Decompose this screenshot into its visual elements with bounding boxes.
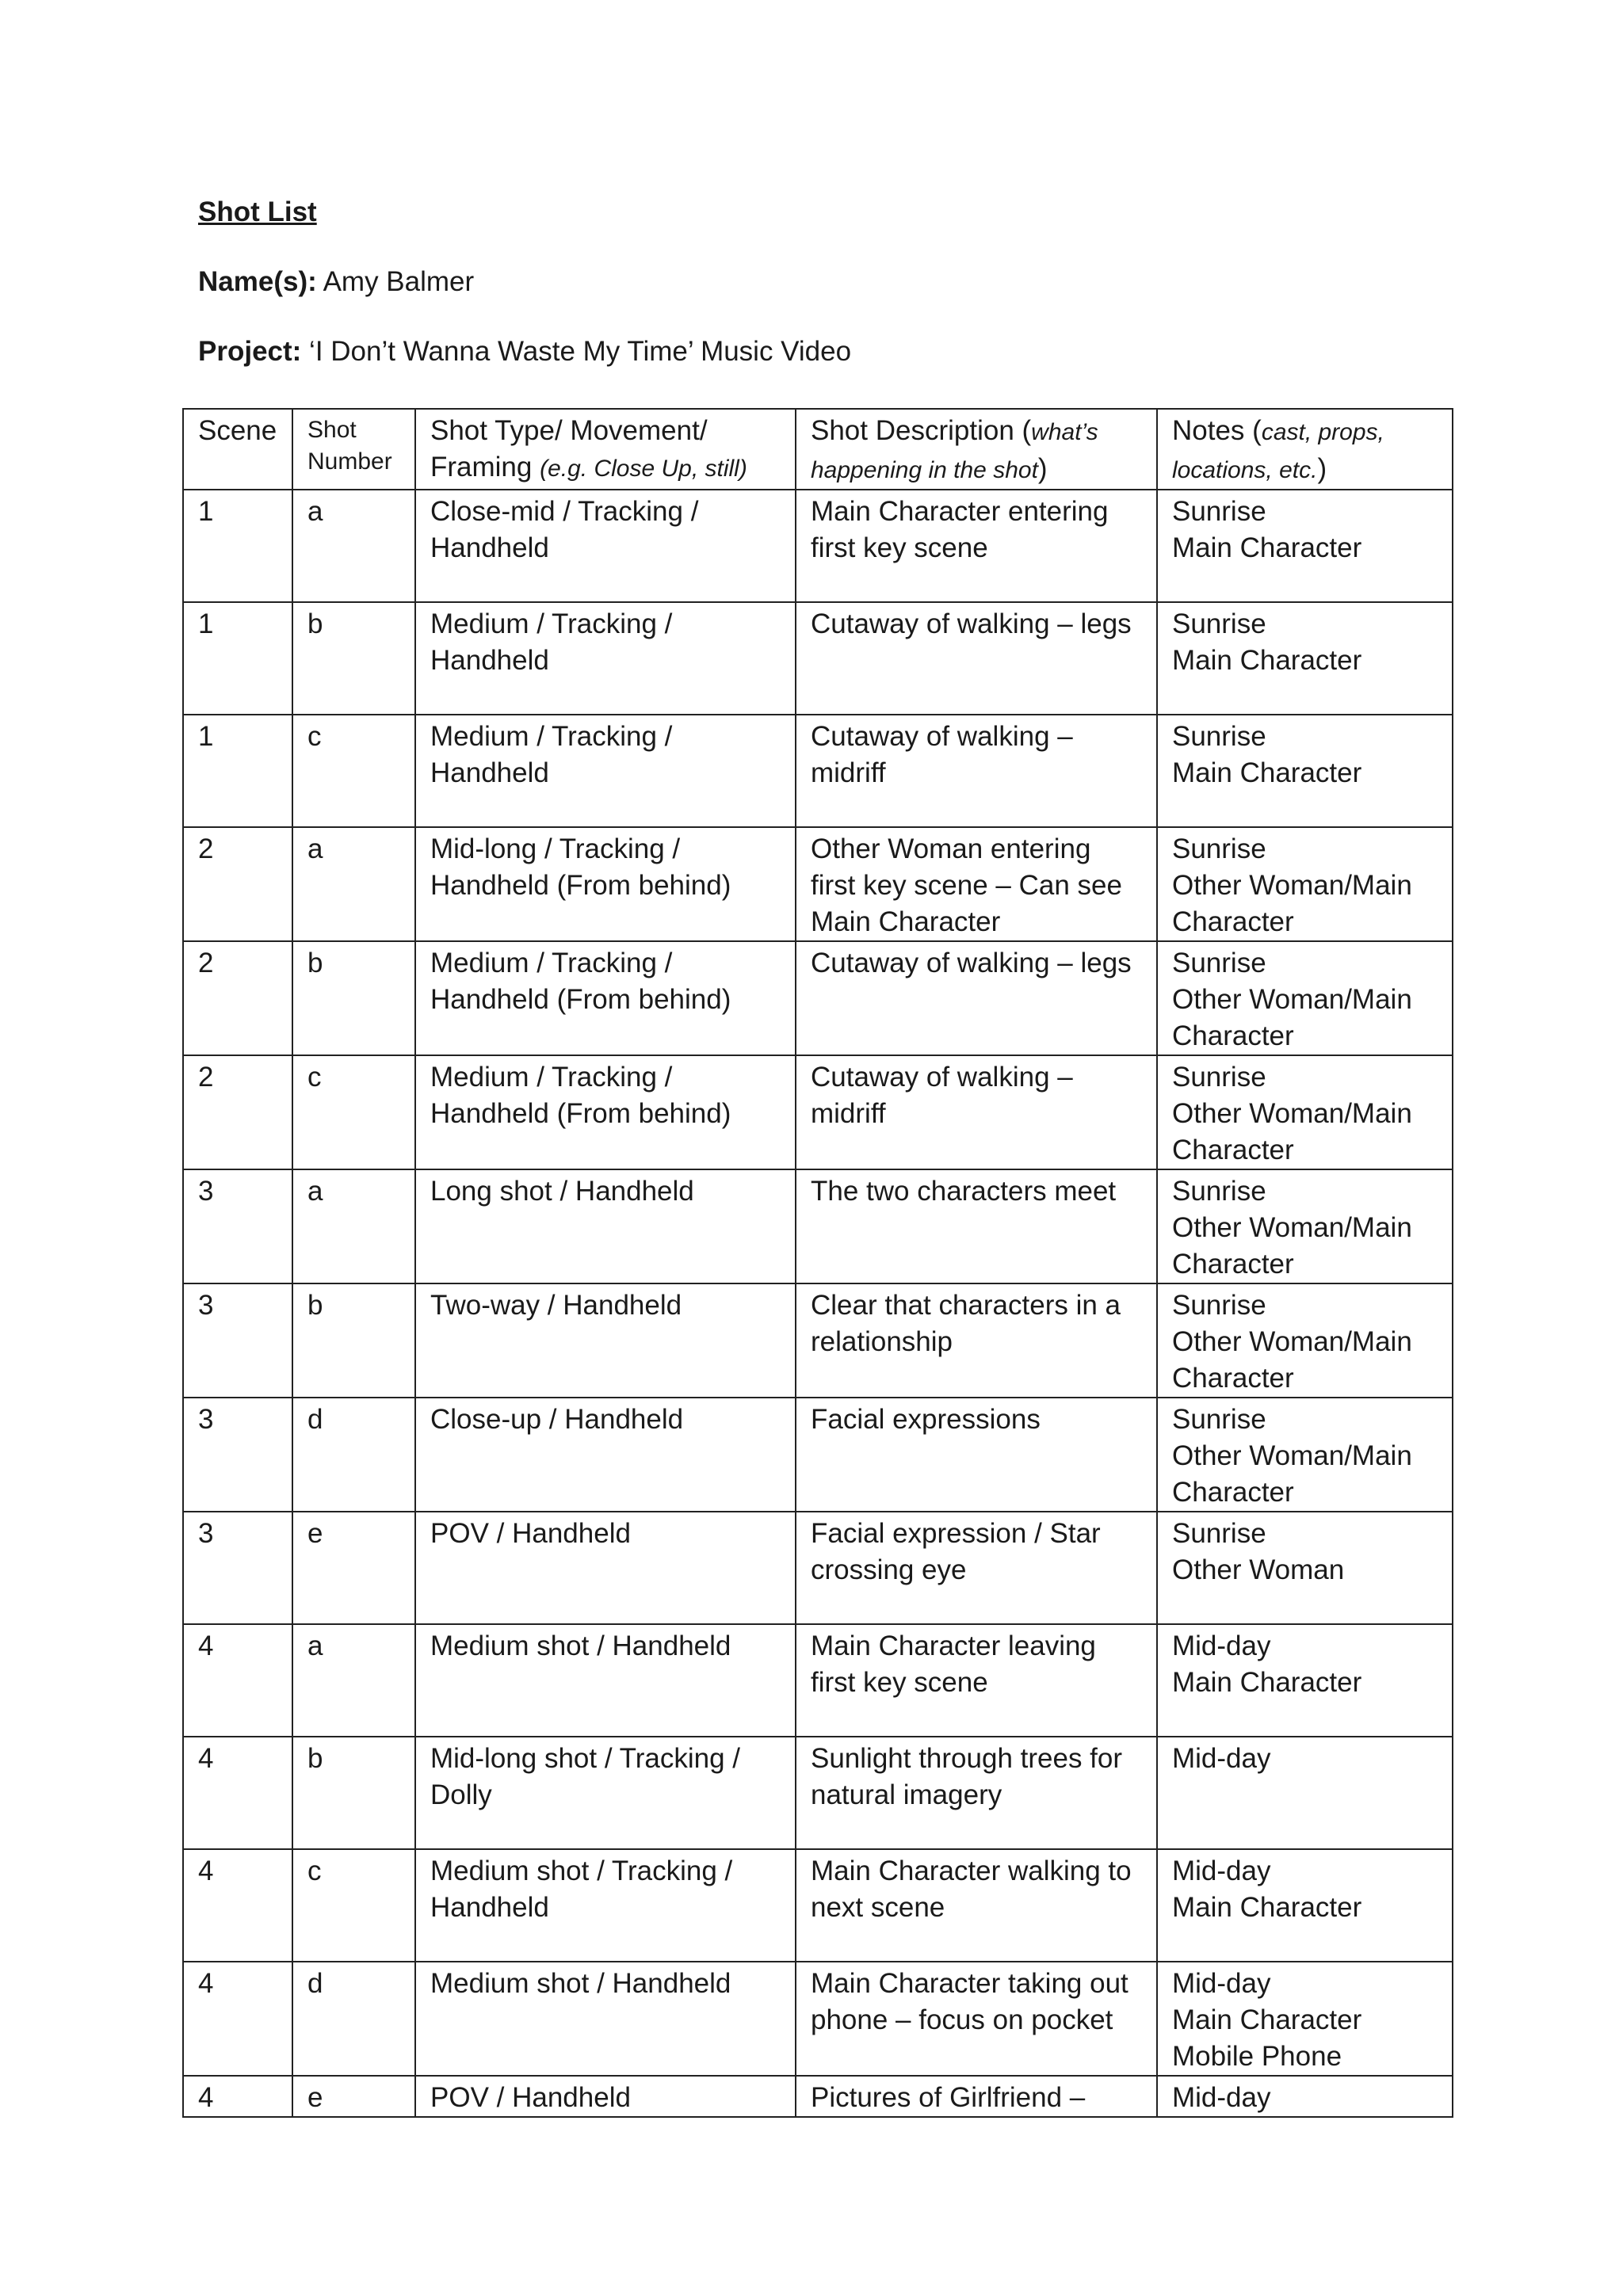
cell-shot-number: c — [292, 715, 415, 827]
header-scene: Scene — [183, 409, 292, 490]
table-row — [183, 715, 1453, 827]
cell-description: Facial expressions — [796, 1398, 1157, 1512]
cell-notes: Mid-day — [1157, 2076, 1453, 2117]
cell-shot-type: Medium shot / Handheld — [415, 1962, 796, 2076]
document-title: Shot List — [198, 196, 317, 227]
cell-shot-type: Close-mid / Tracking / Handheld — [415, 490, 796, 602]
name-value: Amy Balmer — [323, 266, 475, 297]
cell-shot-type: Medium / Tracking / Handheld — [415, 715, 796, 827]
cell-shot-number: a — [292, 490, 415, 602]
cell-shot-number: e — [292, 2076, 415, 2117]
table-row — [183, 941, 1453, 1055]
name-line — [198, 265, 474, 299]
cell-scene: 1 — [183, 602, 292, 715]
cell-scene: 3 — [183, 1169, 292, 1283]
cell-notes: Sunrise Other Woman/Main Character — [1157, 1055, 1453, 1169]
cell-description: Other Woman entering first key scene – Can see Main Character — [796, 827, 1157, 941]
cell-shot-type: Medium shot / Handheld — [415, 1624, 796, 1737]
cell-description: The two characters meet — [796, 1169, 1157, 1283]
table-row — [183, 1398, 1453, 1512]
table-row — [183, 1055, 1453, 1169]
cell-shot-type: Medium / Tracking / Handheld — [415, 602, 796, 715]
cell-shot-number: b — [292, 602, 415, 715]
project-line — [198, 334, 851, 369]
table-row — [183, 1283, 1453, 1398]
shot-list-table — [182, 408, 1453, 2118]
cell-description: Cutaway of walking – midriff — [796, 1055, 1157, 1169]
cell-shot-type: Medium shot / Tracking / Handheld — [415, 1849, 796, 1962]
cell-shot-number: b — [292, 1283, 415, 1398]
cell-description: Main Character entering first key scene — [796, 490, 1157, 602]
cell-scene: 2 — [183, 1055, 292, 1169]
cell-notes: Sunrise Other Woman/Main Character — [1157, 1283, 1453, 1398]
header-shot-type-label: Shot Type/ Movement/ Framing — [430, 415, 708, 482]
table-row — [183, 1169, 1453, 1283]
cell-shot-number: a — [292, 1169, 415, 1283]
header-shot-type-example: (e.g. Close Up, still) — [540, 456, 747, 482]
cell-scene: 4 — [183, 1962, 292, 2076]
cell-description: Clear that characters in a relationship — [796, 1283, 1157, 1398]
header-notes-label: Notes ( — [1172, 415, 1262, 446]
cell-shot-type: POV / Handheld — [415, 2076, 796, 2117]
table-row — [183, 1849, 1453, 1962]
project-label: Project: — [198, 336, 302, 367]
cell-notes: Sunrise Other Woman/Main Character — [1157, 1169, 1453, 1283]
cell-scene: 4 — [183, 1624, 292, 1737]
table-row — [183, 1512, 1453, 1624]
cell-scene: 4 — [183, 2076, 292, 2117]
table-row — [183, 1962, 1453, 2076]
cell-scene: 3 — [183, 1283, 292, 1398]
table-row — [183, 602, 1453, 715]
cell-description: Cutaway of walking – legs — [796, 941, 1157, 1055]
table-body — [183, 490, 1453, 2117]
table-row — [183, 1737, 1453, 1849]
cell-shot-number: a — [292, 827, 415, 941]
project-value: ‘I Don’t Wanna Waste My Time’ Music Video — [309, 336, 852, 367]
cell-description: Sunlight through trees for natural imagery — [796, 1737, 1157, 1849]
table-row — [183, 2076, 1453, 2117]
cell-description: Main Character taking out phone – focus on pocket — [796, 1962, 1157, 2076]
cell-shot-type: Long shot / Handheld — [415, 1169, 796, 1283]
cell-scene: 1 — [183, 490, 292, 602]
cell-description: Cutaway of walking – legs — [796, 602, 1157, 715]
cell-shot-type: Medium / Tracking / Handheld (From behind) — [415, 1055, 796, 1169]
cell-description: Main Character leaving first key scene — [796, 1624, 1157, 1737]
cell-notes: Mid-day Main Character — [1157, 1624, 1453, 1737]
cell-notes: Sunrise Other Woman/Main Character — [1157, 827, 1453, 941]
cell-notes: Mid-day Main Character — [1157, 1849, 1453, 1962]
cell-shot-number: d — [292, 1398, 415, 1512]
cell-scene: 3 — [183, 1398, 292, 1512]
cell-notes: Mid-day Main Character Mobile Phone — [1157, 1962, 1453, 2076]
header-shot-type — [415, 409, 796, 490]
cell-scene: 1 — [183, 715, 292, 827]
cell-shot-number: e — [292, 1512, 415, 1624]
cell-shot-number: d — [292, 1962, 415, 2076]
header-notes-italic: cast, props, locations, etc. — [1172, 419, 1384, 483]
cell-shot-type: Two-way / Handheld — [415, 1283, 796, 1398]
cell-notes: Sunrise Main Character — [1157, 490, 1453, 602]
cell-shot-number: c — [292, 1055, 415, 1169]
header-notes — [1157, 409, 1453, 490]
cell-scene: 2 — [183, 941, 292, 1055]
cell-description: Facial expression / Star crossing eye — [796, 1512, 1157, 1624]
cell-scene: 4 — [183, 1849, 292, 1962]
header-description — [796, 409, 1157, 490]
cell-shot-number: c — [292, 1849, 415, 1962]
cell-shot-number: b — [292, 1737, 415, 1849]
header-notes-close: ) — [1317, 453, 1327, 484]
cell-description: Pictures of Girlfriend – — [796, 2076, 1157, 2117]
cell-notes: Sunrise Other Woman — [1157, 1512, 1453, 1624]
cell-shot-number: a — [292, 1624, 415, 1737]
cell-notes: Sunrise Main Character — [1157, 715, 1453, 827]
header-shot-number: Shot Number — [292, 409, 415, 490]
cell-notes: Sunrise Main Character — [1157, 602, 1453, 715]
cell-shot-type: Mid-long / Tracking / Handheld (From behind) — [415, 827, 796, 941]
cell-scene: 4 — [183, 1737, 292, 1849]
cell-shot-type: Medium / Tracking / Handheld (From behind) — [415, 941, 796, 1055]
cell-notes: Mid-day — [1157, 1737, 1453, 1849]
cell-shot-type: Close-up / Handheld — [415, 1398, 796, 1512]
cell-notes: Sunrise Other Woman/Main Character — [1157, 941, 1453, 1055]
table-row — [183, 1624, 1453, 1737]
header-description-italic: what’s happening in the shot — [811, 419, 1098, 483]
cell-shot-number: b — [292, 941, 415, 1055]
cell-description: Main Character walking to next scene — [796, 1849, 1157, 1962]
cell-scene: 2 — [183, 827, 292, 941]
cell-description: Cutaway of walking – midriff — [796, 715, 1157, 827]
cell-notes: Sunrise Other Woman/Main Character — [1157, 1398, 1453, 1512]
table-row — [183, 490, 1453, 602]
cell-shot-type: Mid-long shot / Tracking / Dolly — [415, 1737, 796, 1849]
name-label: Name(s): — [198, 266, 317, 297]
cell-scene: 3 — [183, 1512, 292, 1624]
table-row — [183, 827, 1453, 941]
table-header-row — [183, 409, 1453, 490]
header-description-label: Shot Description ( — [811, 415, 1032, 446]
cell-shot-type: POV / Handheld — [415, 1512, 796, 1624]
header-description-close: ) — [1037, 453, 1048, 484]
